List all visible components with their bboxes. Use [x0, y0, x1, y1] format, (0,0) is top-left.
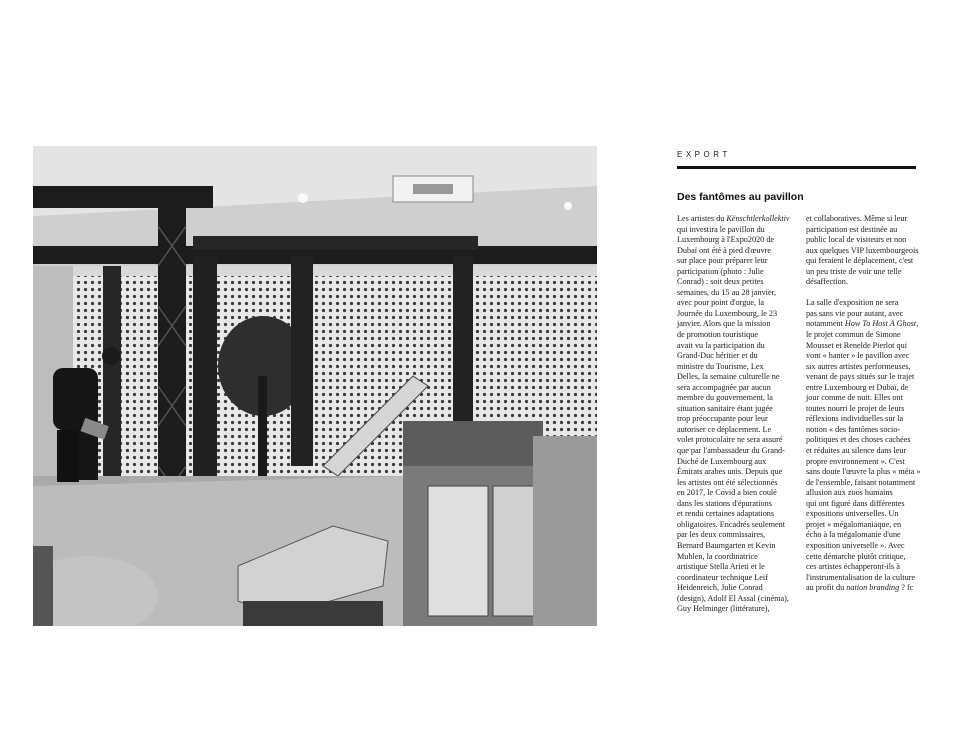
text-run: coordinateur technique Leif: [677, 572, 768, 582]
text-run: Émirats arabes unis. Depuis que: [677, 467, 783, 477]
text-run: public local de visiteurs et non: [806, 235, 907, 245]
text-line: [806, 277, 924, 288]
text-run: Dubaï ont été à pied d'œuvre: [677, 245, 772, 255]
text-line: [806, 246, 924, 257]
text-line: [677, 520, 795, 531]
text-run: avait vu la participation du: [677, 340, 765, 350]
text-run: de promotion touristique: [677, 330, 758, 340]
article-column-1: [677, 214, 795, 615]
text-run: Muhlen, la coordinatrice: [677, 551, 758, 561]
text-line: [677, 604, 795, 615]
text-run: aux quelques VIP luxembourgeois: [806, 245, 919, 255]
text-run: artistique Stella Arieti et le: [677, 562, 765, 572]
text-line: [677, 383, 795, 394]
text-line: [677, 235, 795, 246]
text-line: [677, 277, 795, 288]
text-run: Conrad) : soit deux petites: [677, 277, 764, 287]
text-run: qui ont figuré dans différentes: [806, 498, 905, 508]
text-run: Guy Helminger (littérature),: [677, 604, 770, 614]
text-run: toutes nourri le projet de leurs: [806, 403, 905, 413]
text-line: [806, 552, 924, 563]
text-run: les artistes ont été sélectionnés: [677, 477, 778, 487]
text-line: [806, 404, 924, 415]
text-run: un peu triste de voir une telle: [806, 266, 902, 276]
section-label: EXPORT: [677, 150, 731, 159]
section-rule: [677, 166, 916, 169]
text-line: [677, 309, 795, 320]
text-run: Les artistes du: [677, 214, 727, 223]
text-run: projet « mégalomaniaque, en: [806, 519, 902, 529]
italic-title: Kënschtlerkollektiv: [726, 214, 790, 223]
text-line: [677, 393, 795, 404]
text-run: participation (photo : Julie: [677, 266, 764, 276]
text-run: Bernard Baumgarten et Kevin: [677, 540, 776, 550]
text-line: [677, 288, 795, 299]
text-run: six autres artistes performeuses,: [806, 361, 911, 371]
text-run: ? fc: [899, 583, 914, 593]
text-line: [677, 478, 795, 489]
text-run: ministre du Tourisme, Lex: [677, 361, 764, 371]
text-line: [806, 478, 924, 489]
text-run: situation sanitaire étant jugée: [677, 403, 773, 413]
text-run: Mousset et Renelde Pierlot qui: [806, 340, 907, 350]
text-line: [677, 225, 795, 236]
text-line: [677, 256, 795, 267]
text-line: [806, 362, 924, 373]
text-line: [677, 573, 795, 584]
text-run: propre environnement ». C'est: [806, 456, 905, 466]
text-line: [806, 541, 924, 552]
text-line: [806, 267, 924, 278]
text-line: [806, 330, 924, 341]
text-line: [677, 267, 795, 278]
text-line: [677, 562, 795, 573]
text-run: avec pour point d'orgue, la: [677, 298, 765, 308]
text-run: le projet commun de Simone: [806, 330, 901, 340]
text-run: Heidenreich, Julie Conrad: [677, 583, 763, 593]
text-run: et collaboratives. Même si leur: [806, 214, 908, 223]
text-line: [677, 435, 795, 446]
text-line: [806, 225, 924, 236]
text-line: [806, 341, 924, 352]
text-run: autoriser ce déplacement. Le: [677, 424, 772, 434]
text-run: au profit du: [806, 583, 847, 593]
text-run: réflexions individuelles sur la: [806, 414, 904, 424]
text-run: et réduites au silence dans leur: [806, 446, 907, 456]
text-run: Journée du Luxembourg, le 23: [677, 308, 778, 318]
text-run: participation est destinée au: [806, 224, 898, 234]
text-run: sera accompagnée par aucun: [677, 382, 771, 392]
text-run: trop préoccupante pour leur: [677, 414, 768, 424]
text-run: obligatoires. Encadrés seulement: [677, 519, 785, 529]
text-run: cette démarche plutôt critique,: [806, 551, 906, 561]
text-line: [677, 341, 795, 352]
text-run: venant de pays situés sur le trajet: [806, 372, 915, 382]
text-line: [806, 214, 924, 225]
text-line: [677, 457, 795, 468]
text-run: l'instrumentalisation de la culture: [806, 572, 916, 582]
text-line: [806, 414, 924, 425]
text-line: [677, 488, 795, 499]
text-line: [677, 372, 795, 383]
text-run: ces artistes échapperont-ils à: [806, 562, 900, 572]
text-line: [677, 362, 795, 373]
text-run: semaines, du 15 au 28 janvier,: [677, 287, 777, 297]
text-line: [806, 457, 924, 468]
text-line: [677, 530, 795, 541]
text-run: volet protocolaire ne sera assuré: [677, 435, 783, 445]
text-line: [806, 530, 924, 541]
text-line: [677, 594, 795, 605]
text-line: [806, 488, 924, 499]
text-run: pas sans vie pour autant, avec: [806, 308, 904, 318]
italic-title: How To Host A Ghost: [844, 319, 917, 329]
text-run: Grand-Duc héritier et du: [677, 351, 758, 361]
text-line: [806, 583, 924, 594]
text-line: [806, 509, 924, 520]
text-run: jour comme de nuit. Elles ont: [806, 393, 903, 403]
text-run: désaffection.: [806, 277, 848, 287]
text-run: en 2017, le Covid a bien coulé: [677, 488, 777, 498]
text-line: [806, 383, 924, 394]
text-run: de l'ensemble, faisant notamment: [806, 477, 916, 487]
text-run: politiques et des choses cachées: [806, 435, 911, 445]
text-line: [806, 425, 924, 436]
article-photo: [33, 146, 597, 626]
text-run: Duché de Luxembourg aux: [677, 456, 767, 466]
text-line: [806, 499, 924, 510]
text-line: [677, 499, 795, 510]
text-line: [806, 446, 924, 457]
text-line: [677, 319, 795, 330]
text-line: [806, 319, 924, 330]
text-line: [677, 552, 795, 563]
text-run: vont « hanter » le pavillon avec: [806, 351, 910, 361]
text-run: notion « des fantômes socio-: [806, 424, 901, 434]
text-run: allusion aux zoos humains: [806, 488, 893, 498]
text-line: [806, 435, 924, 446]
text-line: [677, 414, 795, 425]
article-column-2: [806, 214, 924, 594]
text-line: [806, 351, 924, 362]
text-line: [677, 467, 795, 478]
text-line: [806, 372, 924, 383]
text-run: par les deux commissaires,: [677, 530, 766, 540]
text-run: dans les stations d'épurations: [677, 498, 772, 508]
text-line: [806, 562, 924, 573]
text-run: que par l'ambassadeur du Grand-: [677, 446, 785, 456]
text-run: qui investira le pavillon du: [677, 224, 765, 234]
text-line: [677, 351, 795, 362]
text-line: [677, 246, 795, 257]
text-run: notamment: [806, 319, 845, 329]
text-run: sans doute l'œuvre la plus « méta »: [806, 467, 921, 477]
text-run: Delles, la semaine culturelle ne: [677, 372, 780, 382]
text-run: La salle d'exposition ne sera: [806, 298, 899, 308]
text-run: membre du gouvernement, la: [677, 393, 773, 403]
text-line: [677, 425, 795, 436]
text-run: Luxembourg à l'Expo2020 de: [677, 235, 775, 245]
text-line: [806, 309, 924, 320]
text-line: [677, 214, 795, 225]
text-line: [677, 446, 795, 457]
text-line: [677, 330, 795, 341]
text-run: exposition universelle ». Avec: [806, 540, 905, 550]
paragraph-break: [806, 288, 924, 299]
text-line: [806, 467, 924, 478]
text-run: écho à la mégalomanie d'une: [806, 530, 901, 540]
text-line: [806, 298, 924, 309]
italic-title: nation branding: [846, 583, 900, 593]
text-line: [806, 520, 924, 531]
text-run: ,: [916, 319, 919, 329]
text-line: [677, 404, 795, 415]
text-run: et rendu certaines adaptations: [677, 509, 775, 519]
text-run: sur place pour préparer leur: [677, 256, 768, 266]
text-run: expositions universelles. Un: [806, 509, 899, 519]
text-line: [677, 541, 795, 552]
text-run: janvier. Alors que la mission: [677, 319, 771, 329]
text-line: [806, 573, 924, 584]
article-headline: Des fantômes au pavillon: [677, 191, 804, 203]
text-run: (design), Adolf El Assal (cinéma),: [677, 593, 789, 603]
text-line: [806, 256, 924, 267]
text-line: [677, 583, 795, 594]
text-run: qui feraient le déplacement, c'est: [806, 256, 914, 266]
text-run: entre Luxembourg et Dubaï, de: [806, 382, 909, 392]
text-line: [677, 509, 795, 520]
text-line: [677, 298, 795, 309]
text-line: [806, 235, 924, 246]
text-line: [806, 393, 924, 404]
